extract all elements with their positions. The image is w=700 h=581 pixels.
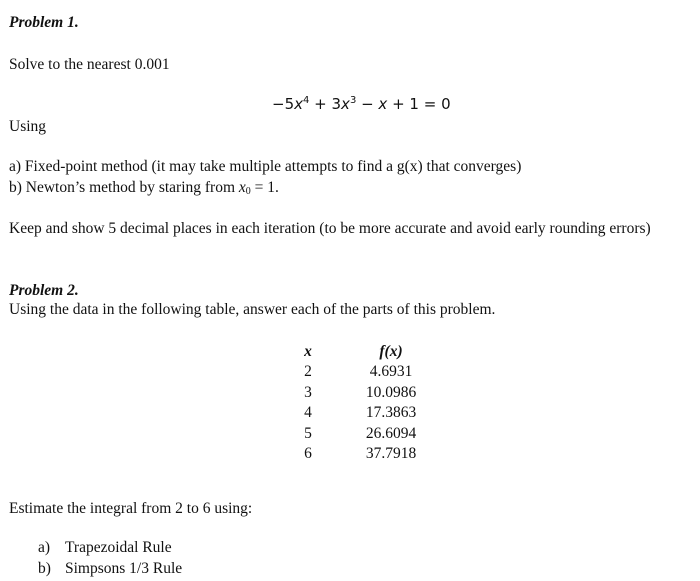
table-cell: 17.3863: [365, 404, 417, 422]
problem2-intro: Using the data in the following table, answer each of the parts of this problem.: [9, 301, 496, 318]
table-fx-header: f(x): [379, 343, 403, 360]
table-x-header: x: [304, 343, 312, 360]
problem1-using: Using: [9, 118, 47, 135]
table-cell: 26.6094: [365, 424, 417, 442]
problem1-title: Problem 1.: [9, 14, 79, 31]
problem1-equation: $-5x^4 + 3x^3 - x + 1 = 0$: [272, 95, 451, 113]
table-cell: 3: [304, 383, 312, 401]
problem1-item-b: b) Newton’s method by staring from $x_0 = 1$.: [9, 179, 279, 197]
problem1-keep-note: Keep and show 5 decimal places in each iteration (to be more accurate and avoid early rounding errors): [9, 220, 651, 237]
problem2-title: Problem 2.: [9, 282, 79, 299]
table-cell: 6: [304, 444, 312, 462]
table-cell: 37.7918: [365, 444, 417, 462]
table-cell: 4.6931: [369, 363, 413, 381]
problem1-item-a: a) Fixed-point method (it may take multiple attempts to find a g(x) that converges): [9, 158, 522, 175]
problem2-estimate: Estimate the integral from 2 to 6 using:: [9, 500, 253, 517]
table-cell: 4: [304, 404, 312, 422]
table-cell: 5: [304, 424, 312, 442]
problem1-instruction: Solve to the nearest 0.001: [9, 56, 170, 73]
list-item: b) Simpsons 1/3 Rule: [38, 560, 183, 577]
table-x-column: [298, 342, 318, 464]
table-fx-column: [353, 342, 429, 464]
list-item: a) Trapezoidal Rule: [38, 539, 172, 556]
table-cell: 10.0986: [365, 383, 417, 401]
table-cell: 2: [304, 363, 312, 381]
